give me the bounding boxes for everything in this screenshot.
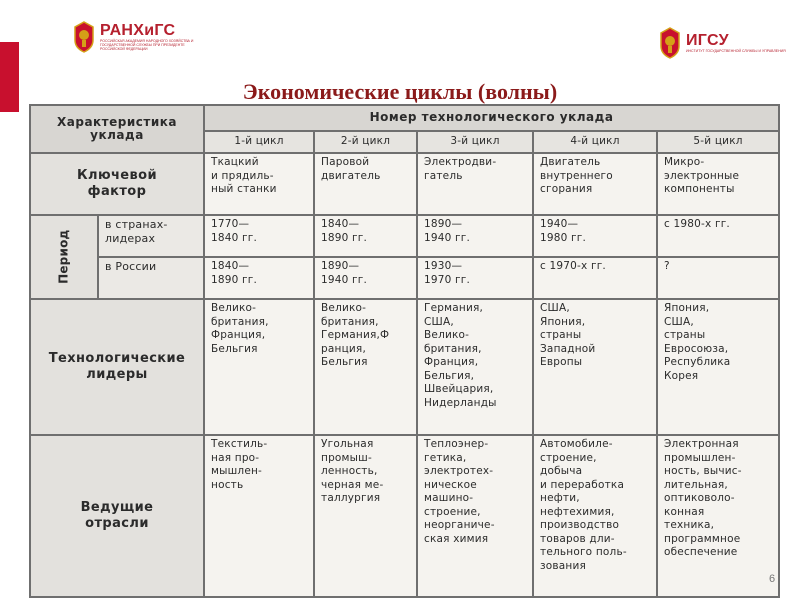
- table-cell: Велико- британия, Германия,Ф ранция, Бельгия: [314, 299, 417, 435]
- corner-header: Характеристика уклада: [30, 105, 204, 153]
- logo-name: РАНХиГС: [100, 22, 176, 39]
- table-cell: Ткацкий и прядиль- ный станки: [204, 153, 314, 215]
- table-cell: Паровой двигатель: [314, 153, 417, 215]
- logo-subtitle: РОССИЙСКАЯ АКАДЕМИЯ НАРОДНОГО ХОЗЯЙСТВА И ГОСУДАРСТВЕННОЙ СЛУЖБЫ ПРИ ПРЕЗИДЕНТЕ РОССИЙСКОЙ ФЕДЕРАЦИИ: [100, 39, 194, 51]
- table-cell: ?: [657, 257, 779, 299]
- table-cell: Автомобиле- строение, добыча и переработка нефти, нефтехимия, производство товаров дли- тельного поль- зования: [533, 435, 657, 597]
- table-cell: 1840— 1890 гг.: [204, 257, 314, 299]
- row-label-leading-industries: Ведущие отрасли: [30, 435, 204, 597]
- cycle-header: 5-й цикл: [657, 131, 779, 153]
- table-cell: 1770— 1840 гг.: [204, 215, 314, 257]
- table-cell: Двигатель внутреннего сгорания: [533, 153, 657, 215]
- row-label-russia: в России: [98, 257, 204, 299]
- row-label-period: Период: [30, 215, 98, 299]
- crest-icon: [658, 26, 682, 60]
- table-cell: Теплоэнер- гетика, электротех- ническое машино- строение, неорганиче- ская химия: [417, 435, 533, 597]
- table-cell: Текстиль- ная про- мышлен- ность: [204, 435, 314, 597]
- table-cell: 1930— 1970 гг.: [417, 257, 533, 299]
- page-number: 6: [769, 573, 776, 585]
- table-cell: с 1970-х гг.: [533, 257, 657, 299]
- table-cell: Япония, США, страны Евросоюза, Республика Корея: [657, 299, 779, 435]
- table-cell: 1940— 1980 гг.: [533, 215, 657, 257]
- igsu-logo: [658, 26, 786, 60]
- row-label-leaders: в странах- лидерах: [98, 215, 204, 257]
- ranepa-logo: [72, 20, 200, 54]
- table-cell: Электродви- гатель: [417, 153, 533, 215]
- table-cell: с 1980-х гг.: [657, 215, 779, 257]
- cycle-header: 1-й цикл: [204, 131, 314, 153]
- cycle-header: 4-й цикл: [533, 131, 657, 153]
- table-cell: 1890— 1940 гг.: [417, 215, 533, 257]
- table-cell: США, Япония, страны Западной Европы: [533, 299, 657, 435]
- group-header: Номер технологического уклада: [204, 105, 779, 131]
- logo-subtitle: ИНСТИТУТ ГОСУДАРСТВЕННОЙ СЛУЖБЫ И УПРАВЛЕНИЯ: [686, 49, 786, 53]
- table-cell: Велико- британия, Франция, Бельгия: [204, 299, 314, 435]
- cycle-header: 3-й цикл: [417, 131, 533, 153]
- cycles-table: [29, 104, 778, 596]
- table-cell: Угольная промыш- ленность, черная ме- таллургия: [314, 435, 417, 597]
- table-cell: Микро- электронные компоненты: [657, 153, 779, 215]
- cycle-header: 2-й цикл: [314, 131, 417, 153]
- crest-icon: [72, 20, 96, 54]
- row-label-key-factor: Ключевой фактор: [30, 153, 204, 215]
- row-label-tech-leaders: Технологические лидеры: [30, 299, 204, 435]
- table-cell: 1840— 1890 гг.: [314, 215, 417, 257]
- table-cell: Германия, США, Велико- британия, Франция, Бельгия, Швейцария, Нидерланды: [417, 299, 533, 435]
- logo-name: ИГСУ: [686, 32, 729, 49]
- table-cell: 1890— 1940 гг.: [314, 257, 417, 299]
- page-title: Экономические циклы (волны): [242, 79, 558, 104]
- table-cell: Электронная промышлен- ность, вычис- лительная, оптиковоло- конная техника, программное обеспечение: [657, 435, 779, 597]
